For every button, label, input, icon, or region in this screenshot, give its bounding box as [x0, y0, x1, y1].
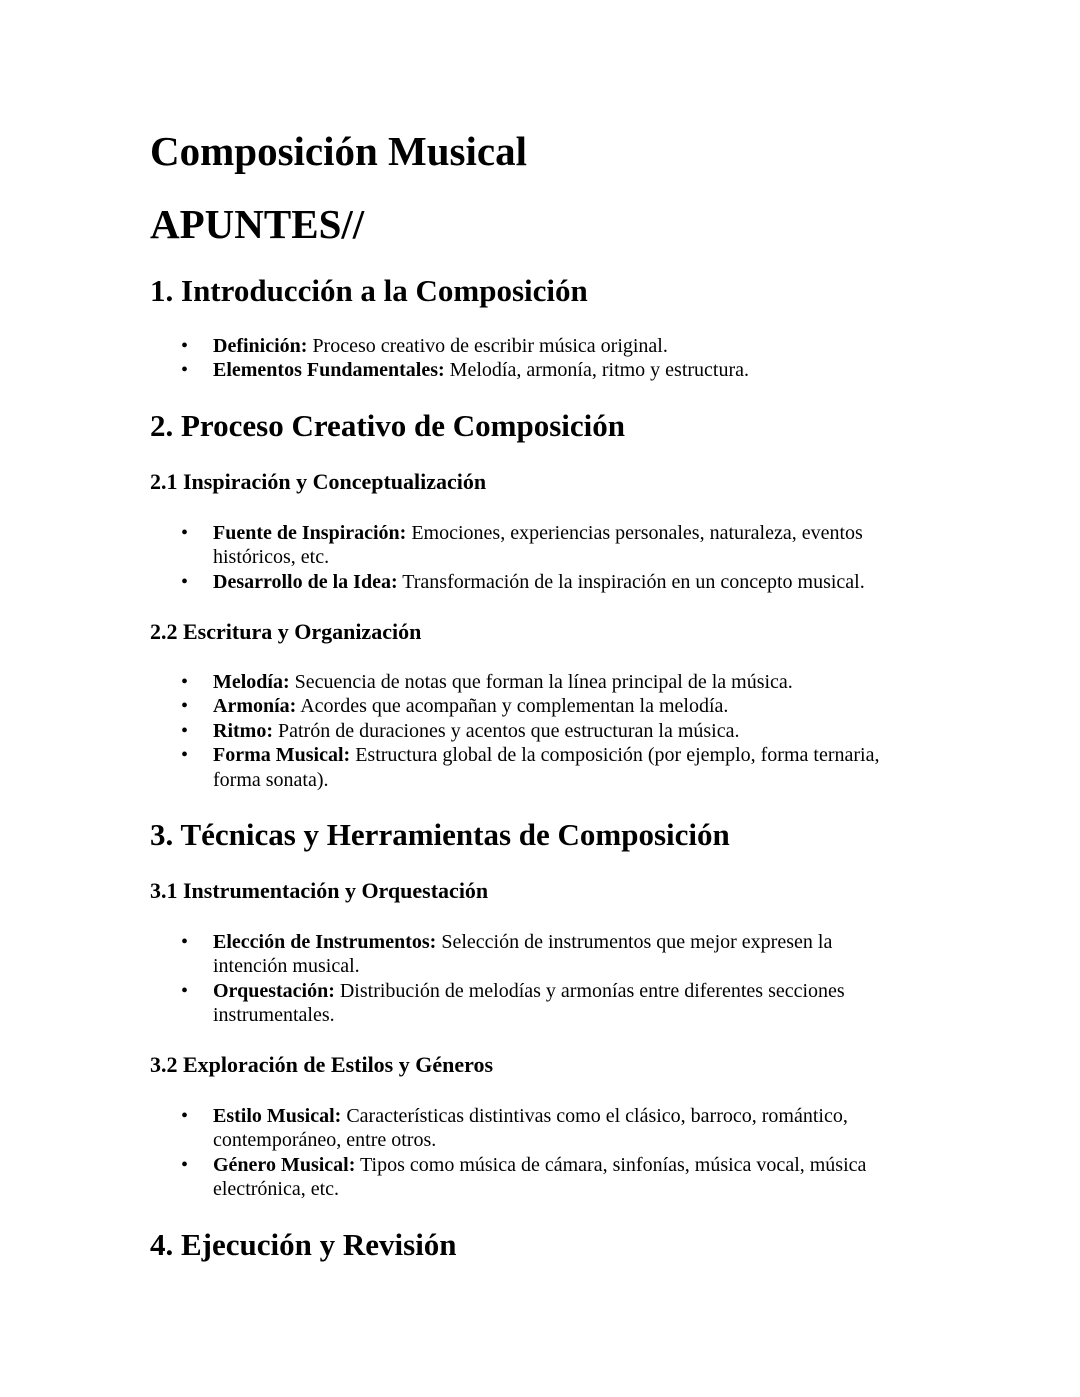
bullet-icon: • — [181, 570, 189, 593]
bullet-icon: • — [181, 1105, 189, 1127]
list-item — [150, 979, 930, 1028]
item-text: Características distintivas como el clásico, barroco, romántico, — [341, 1105, 848, 1127]
bullet-list — [150, 334, 930, 383]
document-title: Composición Musical — [150, 128, 527, 174]
subsection-heading: 2.2 Escritura y Organización — [150, 619, 422, 644]
item-text: Melodía, armonía, ritmo y estructura. — [444, 359, 750, 382]
item-text-continued: forma sonata). — [213, 768, 329, 791]
bullet-icon: • — [181, 359, 189, 382]
item-term: Fuente de Inspiración: — [213, 522, 407, 544]
subsection-heading: 2.1 Inspiración y Conceptualización — [150, 469, 487, 494]
bullet-icon: • — [181, 335, 189, 357]
bullet-icon: • — [181, 671, 189, 693]
section-heading: 2. Proceso Creativo de Composición — [150, 408, 625, 443]
item-text: Tipos como música de cámara, sinfonías, música vocal, música — [355, 1153, 867, 1176]
bullet-list — [150, 521, 930, 594]
item-text-continued: contemporáneo, entre otros. — [213, 1129, 437, 1152]
list-item — [150, 1104, 930, 1153]
bullet-list — [150, 670, 930, 792]
bullet-icon: • — [181, 979, 189, 1002]
list-item — [150, 694, 930, 718]
list-item — [150, 930, 930, 979]
item-text: Distribución de melodías y armonías entre diferentes secciones — [334, 979, 845, 1002]
item-term: Forma Musical: — [213, 744, 351, 767]
item-text: Estructura global de la composición (por ejemplo, forma ternaria, — [350, 744, 880, 767]
item-term: Elementos Fundamentales: — [213, 359, 445, 382]
list-item — [150, 670, 930, 694]
list-item — [150, 1153, 930, 1202]
item-term: Elección de Instrumentos: — [213, 931, 437, 953]
item-text: Emociones, experiencias personales, naturaleza, eventos — [406, 522, 863, 544]
list-item — [150, 334, 930, 358]
list-item — [150, 719, 930, 743]
item-text: Acordes que acompañan y complementan la melodía. — [296, 695, 729, 718]
item-text: Selección de instrumentos que mejor expresen la — [436, 931, 833, 953]
item-text: Secuencia de notas que forman la línea principal de la música. — [289, 671, 793, 693]
item-text-continued: instrumentales. — [213, 1004, 335, 1027]
subsection-heading: 3.2 Exploración de Estilos y Géneros — [150, 1052, 494, 1077]
document-subtitle: APUNTES// — [150, 201, 365, 247]
list-item — [150, 743, 930, 792]
subsection-heading: 3.1 Instrumentación y Orquestación — [150, 878, 489, 903]
bullet-icon: • — [181, 719, 189, 742]
item-term: Desarrollo de la Idea: — [213, 570, 398, 593]
bullet-icon: • — [181, 522, 189, 544]
item-text: Patrón de duraciones y acentos que estructuran la música. — [272, 719, 740, 742]
item-text-continued: históricos, etc. — [213, 546, 330, 569]
bullet-icon: • — [181, 1153, 189, 1176]
bullet-icon: • — [181, 931, 189, 953]
item-term: Ritmo: — [213, 719, 273, 742]
list-item — [150, 358, 930, 382]
item-term: Estilo Musical: — [213, 1105, 342, 1127]
bullet-list — [150, 1104, 930, 1202]
item-text: Proceso creativo de escribir música original. — [307, 335, 668, 357]
list-item — [150, 570, 930, 594]
section-heading: 4. Ejecución y Revisión — [150, 1227, 457, 1262]
item-term: Género Musical: — [213, 1153, 356, 1176]
bullet-icon: • — [181, 744, 189, 767]
section-heading: 1. Introducción a la Composición — [150, 273, 588, 308]
item-term: Armonía: — [213, 695, 297, 718]
item-text: Transformación de la inspiración en un concepto musical. — [397, 570, 865, 593]
section-heading: 3. Técnicas y Herramientas de Composición — [150, 817, 730, 852]
item-term: Orquestación: — [213, 979, 335, 1002]
bullet-icon: • — [181, 695, 189, 718]
item-text-continued: electrónica, etc. — [213, 1178, 340, 1201]
bullet-list — [150, 930, 930, 1028]
item-term: Melodía: — [213, 671, 290, 693]
item-text-continued: intención musical. — [213, 955, 360, 978]
list-item — [150, 521, 930, 570]
item-term: Definición: — [213, 335, 308, 357]
